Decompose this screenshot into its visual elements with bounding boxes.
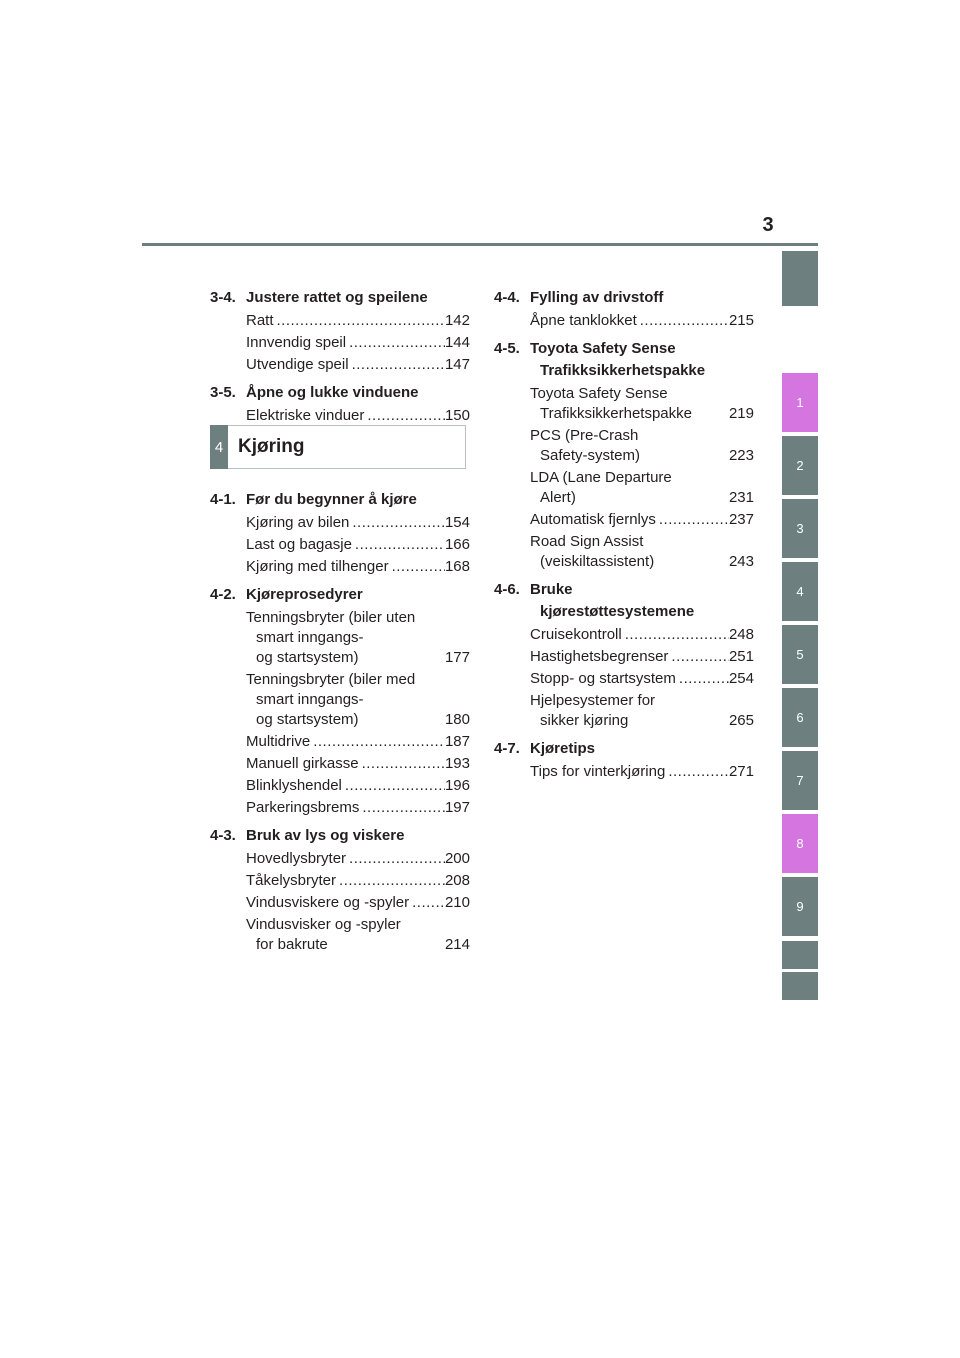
toc-entry[interactable] <box>530 384 754 424</box>
toc-entry-page: 196 <box>444 777 470 794</box>
toc-section-title: Åpne og lukke vinduene <box>246 384 419 401</box>
toc-entry[interactable] <box>530 762 754 782</box>
chapter-heading <box>210 425 466 469</box>
toc-entry[interactable] <box>246 557 470 577</box>
toc-section-title: Trafikksikkerhetspakke <box>540 362 706 379</box>
toc-entry[interactable] <box>530 311 754 331</box>
toc-entry-page: 150 <box>444 407 470 424</box>
toc-entry-page: 142 <box>444 312 470 329</box>
leader-dots <box>349 355 445 375</box>
toc-section-title: Kjøretips <box>530 740 596 757</box>
toc-entry-label: Cruisekontroll <box>530 626 622 643</box>
toc-entry-label: Last og bagasje <box>246 536 352 553</box>
toc-entry[interactable] <box>246 406 470 426</box>
toc-entry-label-line: Hjelpesystemer for <box>530 692 656 709</box>
leader-dots <box>359 798 445 818</box>
toc-entry-page: 215 <box>728 312 754 329</box>
chapter-title: Kjøring <box>238 436 305 457</box>
toc-section-heading[interactable] <box>494 338 754 382</box>
toc-entry[interactable] <box>246 871 470 891</box>
toc-entry-label: Parkeringsbrems <box>246 799 360 816</box>
toc-entry-label: Tips for vinterkjøring <box>530 763 666 780</box>
chapter-tab-blank[interactable] <box>782 972 818 1000</box>
chapter-tab-blank[interactable] <box>782 251 818 306</box>
toc-entry-label-line: Safety-system) <box>540 447 641 464</box>
toc-entry-page: 197 <box>444 799 470 816</box>
toc-entry-page: 271 <box>728 763 754 780</box>
toc-entry-page: 214 <box>444 936 470 953</box>
toc-entry-page: 237 <box>728 511 754 528</box>
leader-dots <box>349 513 445 533</box>
leader-dots <box>359 754 445 774</box>
toc-entry-label-line: smart inngangs- <box>256 629 364 646</box>
leader-dots <box>346 849 445 869</box>
leader-dots <box>274 311 445 331</box>
spacer <box>494 784 754 787</box>
toc-entry-page: 180 <box>444 711 470 728</box>
toc-section-heading[interactable] <box>210 584 470 606</box>
toc-entry-label: Utvendige speil <box>246 356 349 373</box>
toc-entry[interactable] <box>246 798 470 818</box>
leader-dots <box>637 311 729 331</box>
toc-entry-label: Automatisk fjernlys <box>530 511 656 528</box>
toc-entry-label: Elektriske vinduer <box>246 407 365 424</box>
toc-entry[interactable] <box>246 754 470 774</box>
chapter-tab-blank[interactable] <box>782 941 818 969</box>
leader-dots <box>409 893 445 913</box>
toc-entry-page: 254 <box>728 670 754 687</box>
toc-entry[interactable] <box>246 670 470 730</box>
toc-entry-label-line: PCS (Pre-Crash <box>530 427 639 444</box>
toc-section-heading[interactable] <box>494 579 754 623</box>
toc-entry[interactable] <box>246 333 470 353</box>
toc-entry[interactable] <box>246 608 470 668</box>
toc-entry-label: Åpne tanklokket <box>530 312 637 329</box>
chapter-tab-7[interactable]: 7 <box>782 751 818 810</box>
toc-entry-page: 193 <box>444 755 470 772</box>
toc-section-number: 3-5. <box>210 384 236 401</box>
toc-entry[interactable] <box>246 535 470 555</box>
toc-entry-last-row <box>530 404 754 424</box>
chapter-tab-4[interactable]: 4 <box>782 562 818 621</box>
toc-section-number: 4-2. <box>210 586 236 603</box>
toc-entry-label: Tåkelysbryter <box>246 872 337 889</box>
leader-dots <box>389 557 445 577</box>
toc-section-title: Justere rattet og speilene <box>246 289 428 306</box>
toc-section-heading[interactable] <box>210 489 470 511</box>
toc-entry[interactable] <box>530 532 754 572</box>
toc-entry[interactable] <box>246 849 470 869</box>
toc-entry-label-line: Road Sign Assist <box>530 533 644 550</box>
toc-entry-last-row <box>246 935 470 955</box>
chapter-tab-3[interactable]: 3 <box>782 499 818 558</box>
toc-entry-label: Manuell girkasse <box>246 755 359 772</box>
toc-section-number: 3-4. <box>210 289 236 306</box>
toc-entry-label: Kjøring med tilhenger <box>246 558 389 575</box>
leader-dots <box>676 669 729 689</box>
toc-section-number: 4-7. <box>494 740 520 757</box>
toc-entry-label-line: Vindusvisker og -spyler <box>246 916 401 933</box>
leader-dots <box>342 776 445 796</box>
toc-section-title: kjørestøttesystemene <box>540 603 695 620</box>
toc-entry[interactable] <box>246 776 470 796</box>
leader-dots <box>346 333 445 353</box>
toc-entry-page: 219 <box>728 405 754 422</box>
toc-entry[interactable] <box>530 669 754 689</box>
toc-section-heading[interactable] <box>210 287 470 309</box>
toc-entry-last-row <box>530 488 754 508</box>
toc-entry[interactable] <box>530 468 754 508</box>
toc-column-right <box>494 285 754 787</box>
toc-entry-label: Hastighetsbegrenser <box>530 648 669 665</box>
chapter-tab-6[interactable]: 6 <box>782 688 818 747</box>
toc-section-heading[interactable] <box>210 382 470 404</box>
toc-entry-label-line: Tenningsbryter (biler uten <box>246 609 416 626</box>
toc-entry-label-line: Trafikksikkerhetspakke <box>540 405 692 422</box>
toc-entry-label: Kjøring av bilen <box>246 514 350 531</box>
toc-entry-label-line: Toyota Safety Sense <box>530 385 668 402</box>
leader-dots <box>352 535 445 555</box>
toc-entry-page: 166 <box>444 536 470 553</box>
toc-entry-last-row <box>246 710 470 730</box>
toc-section-title: Bruk av lys og viskere <box>246 827 405 844</box>
toc-entry[interactable] <box>530 691 754 731</box>
page-number: 3 <box>762 214 774 236</box>
toc-entry-label-line: smart inngangs- <box>256 691 364 708</box>
toc-entry-label: Vindusviskere og -spyler <box>246 894 410 911</box>
toc-entry-last-row <box>530 446 754 466</box>
toc-entry-label: Hovedlysbryter <box>246 850 347 867</box>
leader-dots <box>336 871 445 891</box>
toc-entry-last-row <box>530 552 754 572</box>
toc-entry-label-line: og startsystem) <box>256 711 359 728</box>
toc-entry-page: 144 <box>444 334 470 351</box>
toc-entry-label-line: (veiskiltassistent) <box>540 553 655 570</box>
toc-entry-label: Stopp- og startsystem <box>530 670 676 687</box>
leader-dots <box>310 732 445 752</box>
toc-entry-page: 168 <box>444 558 470 575</box>
toc-entry-label-line: for bakrute <box>256 936 328 953</box>
leader-dots <box>668 647 729 667</box>
header-rule <box>142 243 818 246</box>
spacer <box>210 820 470 823</box>
spacer <box>210 377 470 380</box>
toc-entry[interactable] <box>246 732 470 752</box>
toc-entry-label: Multidrive <box>246 733 311 750</box>
toc-entry[interactable] <box>246 513 470 533</box>
toc-section-heading[interactable] <box>210 825 470 847</box>
toc-entry[interactable] <box>530 426 754 466</box>
toc-column-left-top <box>210 285 470 431</box>
toc-entry-page: 210 <box>444 894 470 911</box>
toc-entry-label-line: og startsystem) <box>256 649 359 666</box>
toc-section-number: 4-1. <box>210 491 236 508</box>
toc-entry-page: 243 <box>728 553 754 570</box>
toc-entry[interactable] <box>246 915 470 955</box>
toc-entry-page: 187 <box>444 733 470 750</box>
toc-entry-label-line: sikker kjøring <box>540 712 629 729</box>
toc-entry-label-line: LDA (Lane Departure <box>530 469 672 486</box>
toc-column-left-bottom <box>210 487 470 960</box>
toc-entry-page: 154 <box>444 514 470 531</box>
toc-entry-last-row <box>246 648 470 668</box>
chapter-tab-9[interactable]: 9 <box>782 877 818 936</box>
leader-dots <box>656 510 729 530</box>
toc-entry-page: 208 <box>444 872 470 889</box>
toc-entry-label: Ratt <box>246 312 274 329</box>
leader-dots <box>622 625 729 645</box>
toc-entry-label-line: Tenningsbryter (biler med <box>246 671 416 688</box>
toc-entry-label: Innvendig speil <box>246 334 347 351</box>
toc-section-title: Toyota Safety Sense <box>530 340 676 357</box>
toc-entry-page: 200 <box>444 850 470 867</box>
toc-entry[interactable] <box>246 311 470 331</box>
spacer <box>494 733 754 736</box>
chapter-number: 4 <box>210 425 228 469</box>
toc-entry-page: 223 <box>728 447 754 464</box>
toc-entry[interactable] <box>530 510 754 530</box>
toc-section-heading[interactable] <box>494 738 754 760</box>
chapter-tab-5[interactable]: 5 <box>782 625 818 684</box>
leader-dots <box>665 762 729 782</box>
toc-section-title: Bruke <box>530 581 573 598</box>
toc-entry-page: 177 <box>444 649 470 666</box>
spacer <box>494 333 754 336</box>
toc-entry-page: 251 <box>728 648 754 665</box>
toc-section-number: 4-3. <box>210 827 236 844</box>
toc-section-number: 4-4. <box>494 289 520 306</box>
toc-entry-label-line: Alert) <box>540 489 576 506</box>
toc-entry-page: 265 <box>728 712 754 729</box>
toc-entry-label: Blinklyshendel <box>246 777 342 794</box>
spacer <box>210 579 470 582</box>
toc-entry[interactable] <box>246 893 470 913</box>
toc-section-title: Kjøreprosedyrer <box>246 586 363 603</box>
toc-entry-last-row <box>530 711 754 731</box>
toc-entry[interactable] <box>246 355 470 375</box>
toc-section-title: Fylling av drivstoff <box>530 289 664 306</box>
toc-section-number: 4-6. <box>494 581 520 598</box>
spacer <box>210 957 470 960</box>
chapter-tab-8[interactable]: 8 <box>782 814 818 873</box>
chapter-tab-1[interactable]: 1 <box>782 373 818 432</box>
toc-entry-page: 248 <box>728 626 754 643</box>
toc-entry[interactable] <box>530 647 754 667</box>
chapter-tab-2[interactable]: 2 <box>782 436 818 495</box>
toc-entry[interactable] <box>530 625 754 645</box>
leader-dots <box>364 406 445 426</box>
toc-entry-page: 147 <box>444 356 470 373</box>
spacer <box>494 574 754 577</box>
toc-section-title: Før du begynner å kjøre <box>246 491 417 508</box>
toc-section-heading[interactable] <box>494 287 754 309</box>
toc-section-number: 4-5. <box>494 340 520 357</box>
toc-entry-page: 231 <box>728 489 754 506</box>
